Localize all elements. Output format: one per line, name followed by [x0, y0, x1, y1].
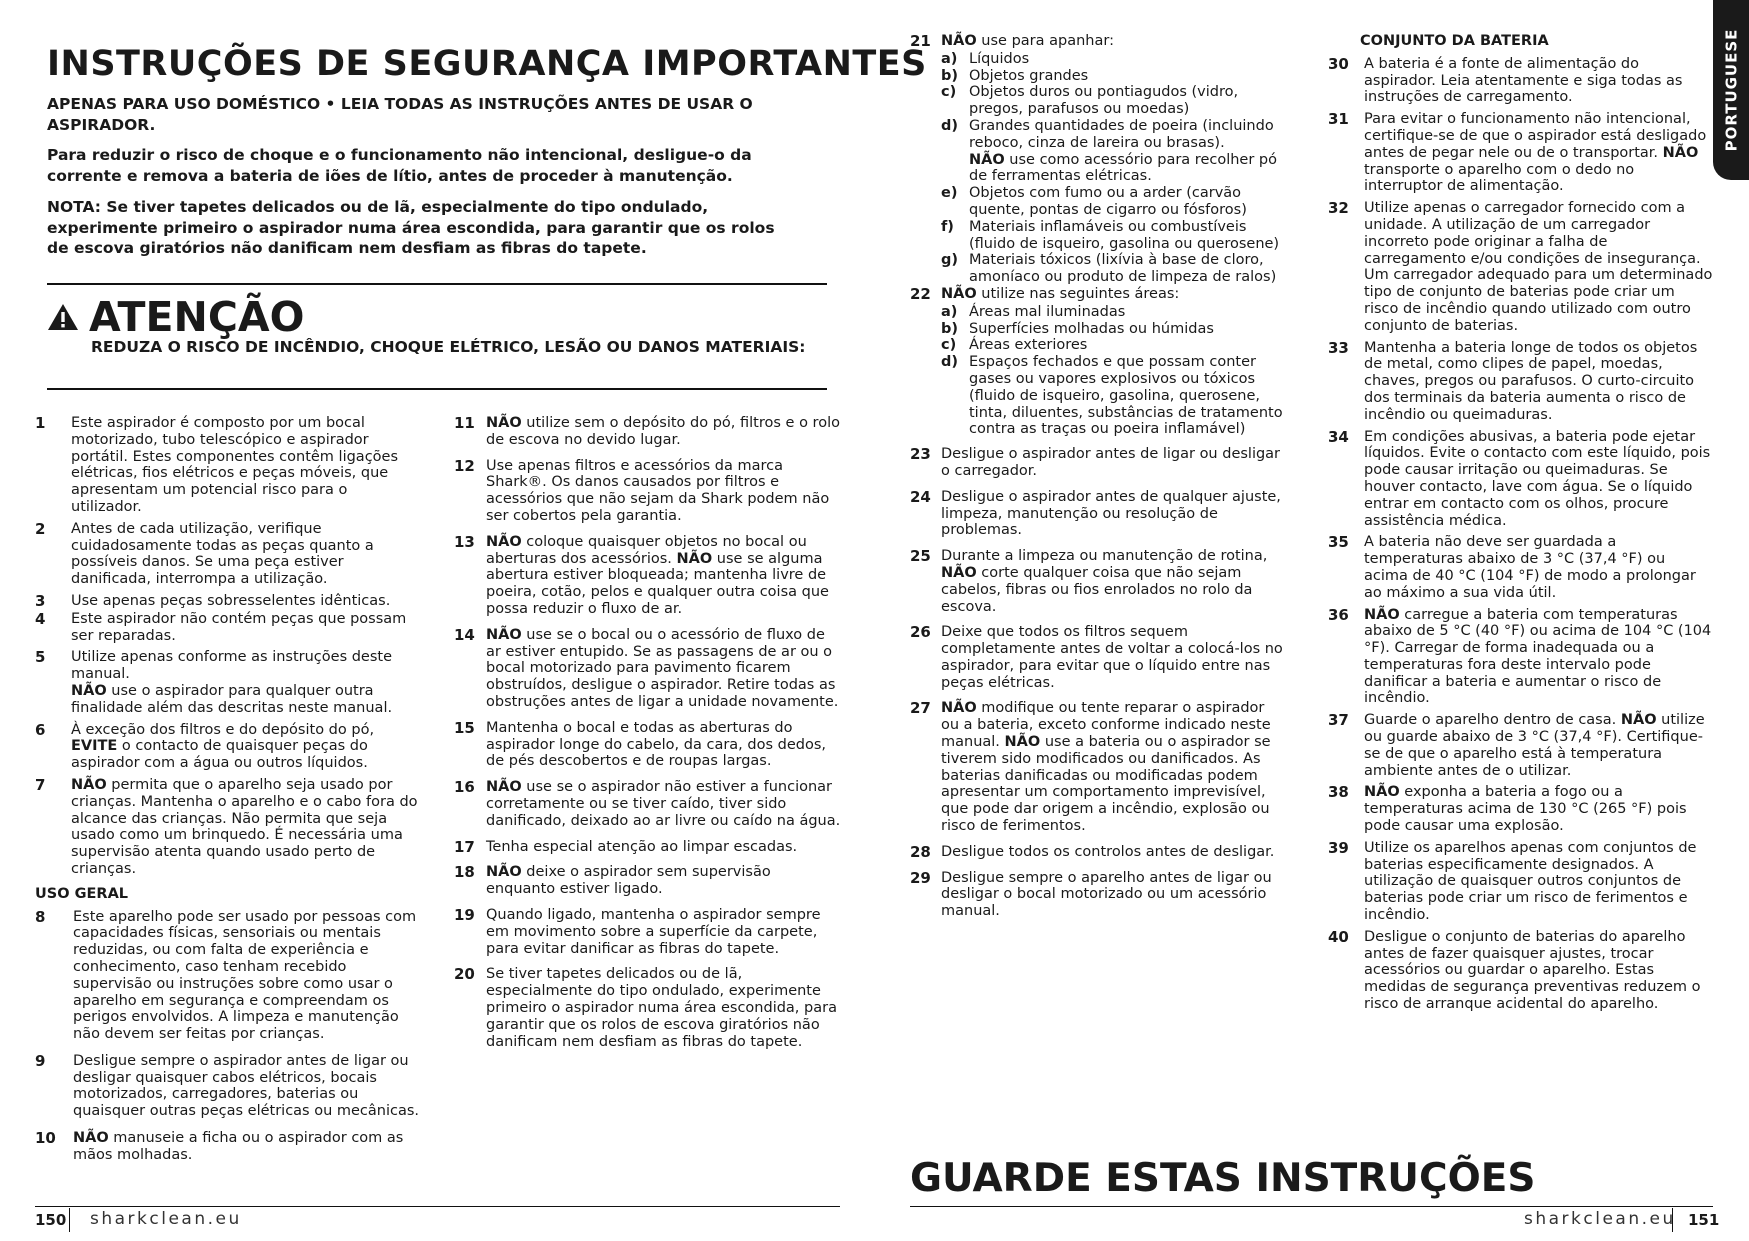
divider-top — [47, 283, 827, 285]
section-heading-uso-geral: USO GERAL — [35, 885, 129, 902]
list-item: 2 Antes de cada utilização, verifique cuidadosamente todas as peças quanto a possíveis danos. Se uma peça estiver danificada, interrompa a utilização. — [35, 519, 374, 588]
list-item: 5 Utilize apenas conforme as instruções deste manual. NÃO use o aspirador para qualquer outra finalidade além das descritas neste manual. — [35, 648, 393, 716]
list-item: 3 Use apenas peças sobresselentes idênticas. — [35, 591, 391, 610]
language-tab-label: PORTUGUESE — [1722, 28, 1741, 152]
list-item: 11 NÃO utilize sem o depósito do pó, filtros e o rolo de escova no devido lugar. — [454, 414, 840, 448]
list-item: 18 NÃO deixe o aspirador sem supervisão enquanto estiver ligado. — [454, 863, 771, 898]
list-item: 39 Utilize os aparelhos apenas com conjuntos de baterias especificamente designados. A utilização de quaisquer outros conjuntos de baterias pode criar um risco de ferimentos e incêndio. — [1328, 838, 1697, 924]
list-item: 4 Este aspirador não contém peças que possam ser reparadas. — [35, 609, 407, 644]
list-item: 23 Desligue o aspirador antes de ligar ou desligar o carregador. — [910, 445, 1281, 479]
list-item: 13 NÃO coloque quaisquer objetos no bocal ou aberturas dos acessórios. NÃO use se alguma abertura estiver bloqueada; mantenha livre de poeira, cotão, pelos e qualquer outra coisa que possa reduzir o fluxo de ar. — [454, 532, 829, 617]
page-number-right: 151 — [1688, 1211, 1720, 1229]
list-item: 31 Para evitar o funcionamento não intencional, certifique-se de que o aspirador está desligado antes de pegar nele ou de o transportar. NÃO transporte o aparelho com o dedo no interruptor de alimentação. — [1328, 110, 1707, 195]
warning-subtitle: REDUZA O RISCO DE INCÊNDIO, CHOQUE ELÉTRICO, LESÃO OU DANOS MATERIAIS: — [91, 338, 806, 356]
shock-notice: Para reduzir o risco de choque e o funcionamento não intencional, desligue-o da corrente e remova a bateria de iões de lítio, antes de proceder à manutenção. — [47, 146, 752, 185]
column-3 — [910, 33, 1285, 925]
list-item: 15 Mantenha o bocal e todas as aberturas do aspirador longe do cabelo, da cara, dos dedos, de pés descobertos e de roupas largas. — [454, 718, 826, 770]
warning-title: ATENÇÃO — [89, 293, 305, 341]
list-item: 22 NÃO utilize nas seguintes áreas: — [910, 284, 1180, 303]
list-item: 29 Desligue sempre o aparelho antes de ligar ou desligar o bocal motorizado ou um acessório manual. — [910, 868, 1272, 920]
footer-rule-right — [910, 1206, 1713, 1207]
warning-triangle-icon — [47, 302, 79, 332]
list-item: 6 À exceção dos filtros e do depósito do pó, EVITE o contacto de quaisquer peças do aspirador com a água ou outros líquidos. — [35, 720, 375, 772]
list-item: 9 Desligue sempre o aspirador antes de ligar ou desligar quaisquer cabos elétricos, bocais motorizados, carregadores, baterias ou quaisquer outras peças elétricas ou mecânicas. — [35, 1051, 420, 1120]
sublist: a) Áreas mal iluminadas b) Superfícies molhadas ou húmidas c) Áreas exteriores d) Espaços fechados e que possam conter gases ou vapores explosivos ou tóxicos (fluido de isqueiro, gasolina, querosene, tinta, diluentes, substâncias de tratamento contra as traças ou poeira inflamável) — [941, 303, 1283, 438]
footer-separator-left — [69, 1208, 70, 1232]
list-item: 25 Durante a limpeza ou manutenção de rotina, NÃO corte qualquer coisa que não sejam cabelos, fibras ou fios enrolados no rolo da escova. — [910, 547, 1268, 615]
list-item: 16 NÃO use se o aspirador não estiver a funcionar corretamente ou se tiver caído, tiver sido danificado, deixado ao ar livre ou caído na água. — [454, 778, 841, 829]
list-item: 17 Tenha especial atenção ao limpar escadas. — [454, 837, 798, 856]
list-item: 26 Deixe que todos os filtros sequem completamente antes de voltar a colocá-los no aspirador, para evitar que o líquido entre nas peças elétricas. — [910, 623, 1283, 691]
list-item: 30 A bateria é a fonte de alimentação do aspirador. Leia atentamente e siga todas as instruções de carregamento. — [1328, 54, 1683, 106]
footer-separator-right — [1672, 1208, 1673, 1232]
footer-url-left[interactable]: sharkclean.eu — [90, 1209, 242, 1229]
sublist: a) Líquidos b) Objetos grandes c) Objetos duros ou pontiagudos (vidro, pregos, parafusos ou moedas) d) Grandes quantidades de poeira (incluindo reboco, cinza de lareira ou brasas). NÃO use como acessório para recolher pó de ferramentas elétricas. e) Objetos com fumo ou a arder (carvão quente, pontas de cigarro ou fósforos) f) Materiais inflamáveis ou combustíveis (fluido de isqueiro, gasolina ou querosene) g) Materiais tóxicos (lixívia à base de cloro, amoníaco ou produto de limpeza de ralos) — [941, 50, 1280, 286]
list-item: 37 Guarde o aparelho dentro de casa. NÃO utilize ou guarde abaixo de 3 °C (37,4 °F). Certifique-se de que o aparelho está à temperatura ambiente antes de o utilizar. — [1328, 711, 1705, 779]
list-item: 35 A bateria não deve ser guardada a temperaturas abaixo de 3 °C (37,4 °F) ou acima de 40 °C (104 °F) de modo a prolongar ao máximo a sua vida útil. — [1328, 533, 1696, 601]
list-item: 24 Desligue o aspirador antes de qualquer ajuste, limpeza, manutenção ou resolução de problemas. — [910, 487, 1281, 539]
list-item: 19 Quando ligado, mantenha o aspirador sempre em movimento sobre a superfície da carpete, para evitar danificar as fibras do tapete. — [454, 905, 821, 957]
list-item: 27 NÃO modifique ou tente reparar o aspirador ou a bateria, exceto conforme indicado neste manual. NÃO use a bateria ou o aspirador se tiverem sido modificados ou danificados. As baterias danificadas ou modificadas podem apresentar um comportamento imprevisível, que pode dar origem a incêndio, explosão ou risco de ferimentos. — [910, 699, 1271, 835]
list-item: 14 NÃO use se o bocal ou o acessório de fluxo de ar estiver entupido. Se as passagens de ar ou o bocal motorizado para pavimento ficarem obstruídos, desligue o aspirador. Retire todas as obstruções antes de ligar a unidade novamente. — [454, 625, 839, 710]
column-4 — [1328, 33, 1713, 1018]
household-notice: APENAS PARA USO DOMÉSTICO • LEIA TODAS AS INSTRUÇÕES ANTES DE USAR O ASPIRADOR. — [47, 95, 753, 134]
list-item: 20 Se tiver tapetes delicados ou de lã, especialmente do tipo ondulado, experimente primeiro o aspirador numa área escondida, para garantir que os rolos de escova giratórios não danificam nem desfiam as fibras do tapete. — [454, 965, 837, 1050]
language-tab — [1713, 0, 1749, 180]
list-item: 34 Em condições abusivas, a bateria pode ejetar líquidos. Evite o contacto com este líquido, pois pode causar irritação ou queimaduras. Se houver contacto, lave com água. Se o líquido entrar em contacto com os olhos, procure assistência médica. — [1328, 427, 1711, 529]
list-item: 40 Desligue o conjunto de baterias do aparelho antes de fazer quaisquer ajustes, trocar acessórios ou guardar o aparelho. Estas medidas de segurança preventivas reduzem o risco de arranque acidental do aparelho. — [1328, 927, 1701, 1013]
column-2 — [454, 415, 842, 1055]
list-item: 28 Desligue todos os controlos antes de desligar. — [910, 842, 1275, 861]
section-heading-bateria: CONJUNTO DA BATERIA — [1360, 33, 1549, 49]
list-item: 33 Mantenha a bateria longe de todos os objetos de metal, como clipes de papel, moedas, chaves, pregos ou parafusos. O curto-circuito dos terminais da bateria aumenta o risco de incêndio ou queimaduras. — [1328, 338, 1698, 423]
divider-bottom — [47, 388, 827, 390]
page-number-left: 150 — [35, 1211, 67, 1229]
list-item: 32 Utilize apenas o carregador fornecido com a unidade. A utilização de um carregador incorreto pode originar a falha de carregamento e/ou condições de insegurança. Um carregador adequado para um determinado tipo de conjunto de baterias pode criar um risco de incêndio quando utilizado com outro conjunto de baterias. — [1328, 199, 1713, 334]
list-item: 12 Use apenas filtros e acessórios da marca Shark®. Os danos causados por filtros e acessórios que não sejam da Shark podem não ser cobertos pela garantia. — [454, 456, 830, 524]
list-item: 7 NÃO permita que o aparelho seja usado por crianças. Mantenha o aparelho e o cabo fora do alcance das crianças. Não permita que seja usado como um brinquedo. É necessária uma supervisão atenta quando usado perto de crianças. — [35, 775, 418, 877]
footer-rule-left — [35, 1206, 840, 1207]
list-item: 8 Este aparelho pode ser usado por pessoas com capacidades físicas, sensoriais ou mentais reduzidas, ou com falta de experiência e conhecimento, caso tenham recebido supervisão ou instruções sobre como usar o aparelho em segurança e compreendam os perigos envolvidos. A limpeza e manutenção não devem ser feitas por crianças. — [35, 907, 417, 1043]
list-item: 38 NÃO exponha a bateria a fogo ou a temperaturas acima de 130 °C (265 °F) pois pode causar uma explosão. — [1328, 783, 1687, 835]
column-1 — [35, 415, 420, 1169]
footer-url-right[interactable]: sharkclean.eu — [1524, 1209, 1676, 1229]
warning-heading — [47, 293, 305, 341]
carpet-note: NOTA: Se tiver tapetes delicados ou de lã, especialmente do tipo ondulado, experimente primeiro o aspirador numa área escondida, para garantir que os rolos de escova giratórios não danificam nem desfiam as fibras do tapete. — [47, 198, 775, 257]
list-item: 10 NÃO manuseie a ficha ou o aspirador com as mãos molhadas. — [35, 1129, 404, 1163]
list-item: 1 Este aspirador é composto por um bocal motorizado, tubo telescópico e aspirador portátil. Estes componentes contêm ligações elétricas, fios elétricos e peças móveis, que apresentam um potencial risco para o utilizador. — [35, 414, 399, 515]
page-title: INSTRUÇÕES DE SEGURANÇA IMPORTANTES — [47, 44, 927, 84]
list-item: 36 NÃO carregue a bateria com temperaturas abaixo de 5 °C (40 °F) ou acima de 104 °C (104 °F). Carregar de forma inadequada ou a temperaturas fora deste intervalo pode danificar a bateria e aumentar o risco de incêndio. — [1328, 605, 1712, 707]
save-instructions-heading: GUARDE ESTAS INSTRUÇÕES — [910, 1156, 1536, 1201]
list-item: 21 NÃO use para apanhar: — [910, 32, 1114, 50]
